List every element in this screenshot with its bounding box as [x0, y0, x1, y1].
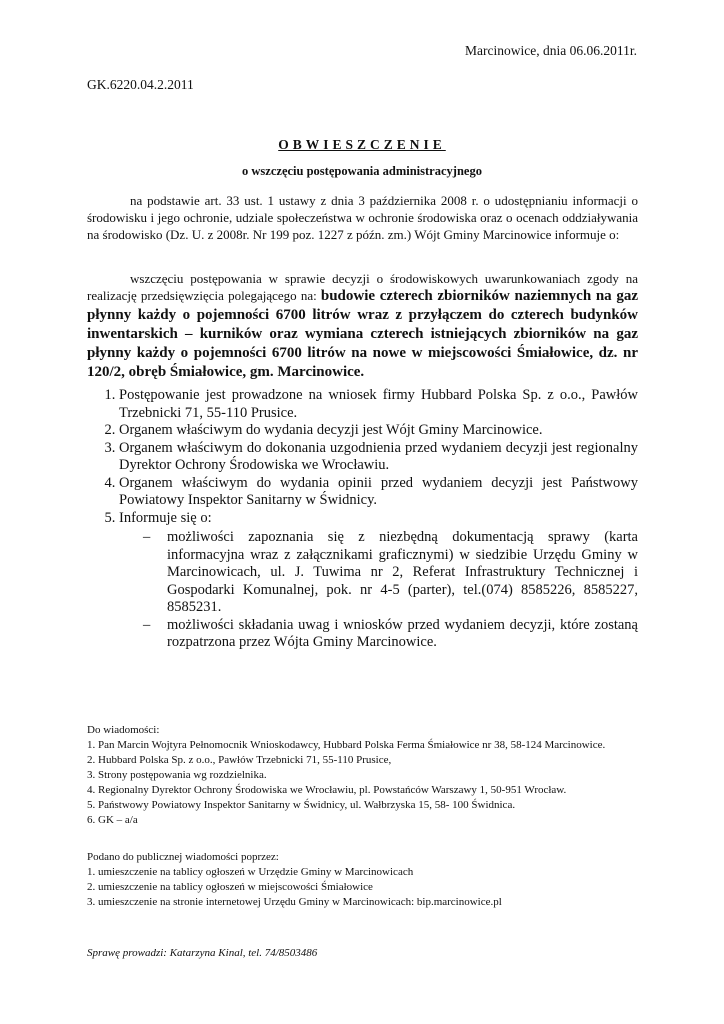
- publication-list: [87, 850, 638, 910]
- document-subtitle: o wszczęciu postępowania administracyjnego: [242, 164, 482, 178]
- legal-basis-paragraph: na podstawie art. 33 ust. 1 ustawy z dnia 3 października 2008 r. o udostępnianiu informacji o środowisku i jego ochronie, udziale społeczeństwa w ochronie środowiska oraz o ocenach oddziaływania na środowisko (Dz. U. z 2008r. Nr 199 poz. 1227 z późn. zm.) Wójt Gminy Marcinowice informuje o:: [87, 193, 638, 242]
- distribution-heading: Do wiadomości:: [87, 724, 160, 736]
- publication-line: 1. umieszczenie na tablicy ogłoszeń w Urzędzie Gminy w Marcinowicach: [87, 866, 414, 878]
- decision-subject: budowie czterech zbiorników naziemnych na gaz płynny każdy o pojemności 6700 litrów wraz z przyłączem do czterech budynków inwentarskich – kurników oraz wymiana czterech istniejących zbiorników na gaz płynny każdy o pojemności 6700 litrów na nowe w miejscowości Śmiałowice, dz. nr 120/2, obręb Śmiałowice, gm. Marcinowice.: [87, 288, 638, 380]
- list-item: 3. Organem właściwym do dokonania uzgodnienia przed wydaniem decyzji jest regionalny Dyrektor Ochrony Środowiska we Wrocławiu.: [119, 440, 638, 475]
- list-item: 4. Organem właściwym do wydania opinii przed wydaniem decyzji jest Państwowy Powiatowy Inspektor Sanitarny w Świdnicy.: [119, 475, 638, 510]
- distribution-list: [87, 723, 638, 828]
- decision-paragraph: [87, 270, 638, 382]
- publication-heading: Podano do publicznej wiadomości poprzez:: [87, 851, 279, 863]
- distribution-line: 4. Regionalny Dyrektor Ochrony Środowiska we Wrocławiu, pl. Powstańców Warszawy 1, 50-951 Wrocław.: [87, 784, 567, 796]
- reference-number: GK.6220.04.2.2011: [87, 77, 194, 92]
- case-handler-footer: Sprawę prowadzi: Katarzyna Kinal, tel. 74/8503486: [87, 947, 318, 959]
- distribution-line: 2. Hubbard Polska Sp. z o.o., Pawłów Trzebnicki 71, 55-110 Prusice,: [87, 754, 392, 766]
- dash-item: – możliwości składania uwag i wniosków przed wydaniem decyzji, które zostaną rozpatrzona przez Wójta Gminy Marcinowice.: [143, 617, 638, 652]
- list-item: 2. Organem właściwym do wydania decyzji jest Wójt Gminy Marcinowice.: [119, 422, 638, 440]
- decision-lead: wszczęciu postępowania w sprawie decyzji o środowiskowych uwarunkowaniach zgody na realizację przedsięwzięcia polegającego na:: [87, 271, 638, 303]
- date-line: Marcinowice, dnia 06.06.2011r.: [465, 43, 637, 58]
- document-title: OBWIESZCZENIE: [278, 137, 446, 152]
- distribution-line: 6. GK – a/a: [87, 814, 138, 826]
- dash-item: – możliwości zapoznania się z niezbędną dokumentacją sprawy (karta informacyjna wraz z załącznikami graficznymi) w siedzibie Urzędu Gminy w Marcinowicach, ul. J. Tuwima nr 2, Referat Infrastruktury Technicznej i Gospodarki Komunalnej, pok. nr 4-5 (parter), tel.(074) 8585226, 8585227, 8585231.: [143, 529, 638, 617]
- dash-list: [119, 529, 638, 652]
- publication-line: 2. umieszczenie na tablicy ogłoszeń w miejscowości Śmiałowice: [87, 881, 373, 893]
- distribution-line: 5. Państwowy Powiatowy Inspektor Sanitarny w Świdnicy, ul. Wałbrzyska 15, 58- 100 Świdnica.: [87, 799, 516, 811]
- list-item: [119, 510, 638, 652]
- distribution-line: 3. Strony postępowania wg rozdzielnika.: [87, 769, 267, 781]
- publication-line: 3. umieszczenie na stronie internetowej Urzędu Gminy w Marcinowicach: bip.marcinowice.pl: [87, 896, 502, 908]
- numbered-list: [87, 387, 638, 652]
- list-item: 1. Postępowanie jest prowadzone na wniosek firmy Hubbard Polska Sp. z o.o., Pawłów Trzebnicki 71, 55-110 Prusice.: [119, 387, 638, 422]
- list-item-label: Informuje się o:: [119, 509, 212, 526]
- distribution-line: 1. Pan Marcin Wojtyra Pełnomocnik Wnioskodawcy, Hubbard Polska Ferma Śmiałowice nr 38, 58-124 Marcinowice.: [87, 739, 606, 751]
